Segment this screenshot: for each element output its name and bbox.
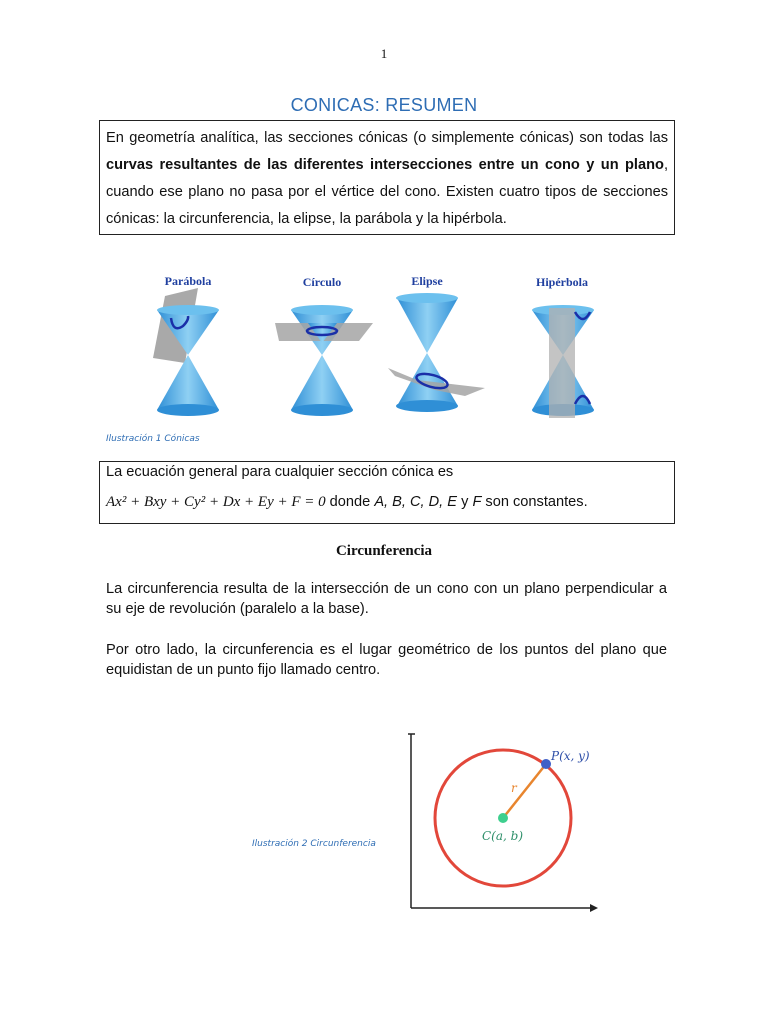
equation-constants: A, B, C, D, E (374, 494, 458, 510)
parabola-cone (153, 288, 219, 416)
circle-cone (275, 305, 373, 416)
paragraph-2: Por otro lado, la circunferencia es el lugar geométrico de los puntos del plano que equidistan de un punto fijo llamado centro. (106, 642, 667, 678)
point-label: P(x, y) (551, 749, 590, 763)
center-label: C(a, b) (482, 829, 524, 843)
general-conic-equation: Ax² + Bxy + Cy² + Dx + Ey + F = 0 (106, 494, 326, 510)
radius-line (503, 764, 546, 818)
intro-text-start: En geometría analítica, las secciones cónicas (o simplemente cónicas) son todas las (106, 130, 668, 146)
equation-intro: La ecuación general para cualquier sección cónica es (106, 464, 454, 480)
intro-box (99, 120, 675, 235)
label-parabola: Parábola (164, 274, 212, 288)
intro-text-bold: curvas resultantes de las diferentes intersecciones entre un cono y un plano (106, 157, 664, 173)
equation-box (99, 461, 675, 524)
intro-paragraph (106, 125, 668, 233)
label-hiperbola: Hipérbola (535, 275, 589, 289)
label-circulo: Círculo (302, 275, 342, 289)
intro-text-end: , cuando ese plano no pasa por el vértice del cono. Existen cuatro tipos de secciones cónicas: la circunferencia, la elipse, la parábola y la hipérbola. (106, 157, 668, 227)
document-title: CONICAS: RESUMEN (290, 95, 478, 115)
figure2-caption: Ilustración 2 Circunferencia (252, 839, 376, 849)
equation-last-constant: F (472, 494, 482, 510)
center-point (498, 813, 508, 823)
x-axis-arrow-icon (590, 904, 598, 912)
conic-sections-figure (145, 268, 615, 428)
circle-diagram (398, 728, 608, 918)
paragraph-1: La circunferencia resulta de la intersección de un cono con un plano perpendicular a su eje de revolución (paralelo a la base). (106, 581, 667, 617)
radius-label: r (511, 781, 517, 795)
label-elipse: Elipse (411, 274, 443, 288)
ellipse-cone (388, 293, 485, 412)
page-number: 1 (380, 46, 388, 61)
equation-suffix-1: donde (329, 494, 375, 510)
equation-line (106, 494, 668, 511)
section-heading: Circunferencia (335, 543, 433, 559)
hyperbola-cone (532, 305, 594, 418)
circle-point (541, 759, 551, 769)
equation-suffix-2: y (457, 494, 473, 510)
equation-suffix-3: son constantes. (481, 494, 588, 510)
figure1-caption: Ilustración 1 Cónicas (106, 434, 200, 444)
